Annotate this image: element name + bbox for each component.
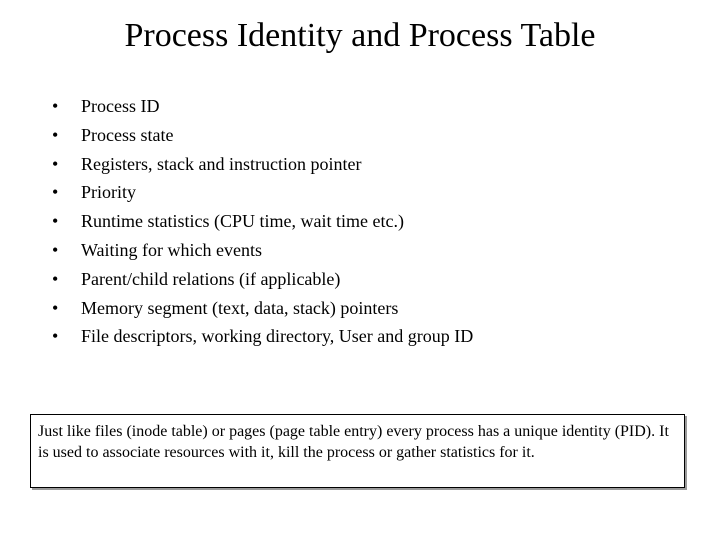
bullet-icon: • xyxy=(52,96,59,116)
bullet-icon: • xyxy=(52,297,59,318)
bullet-icon: • xyxy=(52,182,59,203)
list-item-text: Registers, stack and instruction pointer xyxy=(81,153,362,174)
list-item-text: Memory segment (text, data, stack) pointers xyxy=(81,297,399,318)
bullet-icon: • xyxy=(52,153,59,174)
bullet-icon: • xyxy=(52,268,59,289)
bullet-icon: • xyxy=(52,124,59,145)
list-item-text: Runtime statistics (CPU time, wait time etc.) xyxy=(81,211,404,232)
list-item-text: Process state xyxy=(81,124,174,145)
list-item-text: File descriptors, working directory, User and group ID xyxy=(81,326,474,347)
bullet-icon: • xyxy=(52,239,59,260)
list-item-text: Parent/child relations (if applicable) xyxy=(81,268,341,289)
slide-title: Process Identity and Process Table xyxy=(124,17,596,54)
list-item-text: Priority xyxy=(81,182,137,203)
list-item-text: Waiting for which events xyxy=(81,239,263,260)
list-item-text: Process ID xyxy=(81,96,160,116)
bullet-icon: • xyxy=(52,211,59,232)
note-box: Just like files (inode table) or pages (page table entry) every process has a unique identity (PID). It is used to associate resources with it, kill the process or gather statistics for it. xyxy=(30,414,685,488)
bullet-icon: • xyxy=(52,326,59,347)
